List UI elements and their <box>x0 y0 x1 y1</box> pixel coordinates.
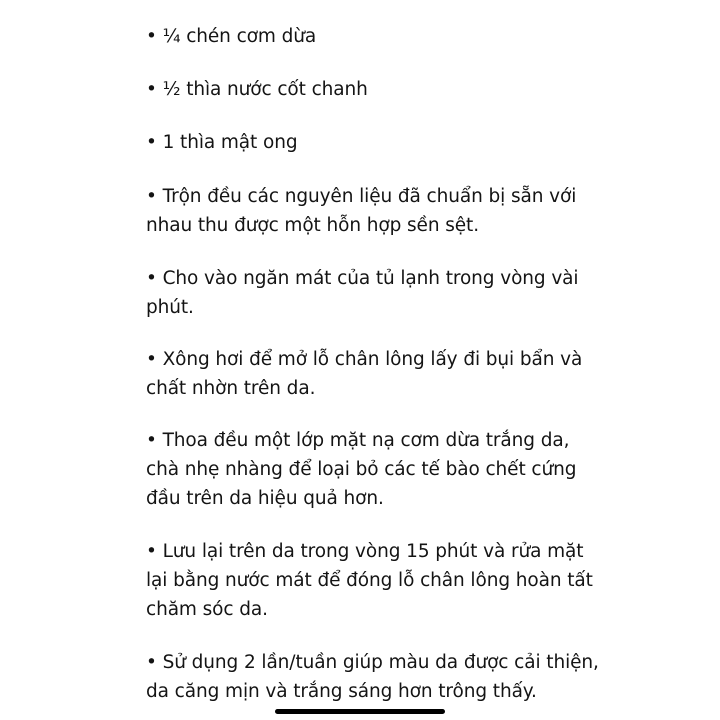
step-mix <box>146 182 586 240</box>
text-line: • Trộn đều các nguyên liệu đã chuẩn bị sẵn với <box>146 186 577 207</box>
text-line: • Xông hơi để mở lỗ chân lông lấy đi bụi bẩn và <box>146 349 583 370</box>
text-line: • Sử dụng 2 lần/tuần giúp màu da được cải thiện, <box>146 652 599 673</box>
step-rinse <box>146 537 593 624</box>
step-apply-mask <box>146 426 586 513</box>
step-refrigerate <box>146 264 586 322</box>
text-line: chăm sóc da. <box>146 599 268 620</box>
step-frequency <box>146 648 599 706</box>
text-line: • ¼ chén cơm dừa <box>146 26 317 47</box>
ingredient-honey <box>146 128 586 157</box>
text-line: nhau thu được một hỗn hợp sền sệt. <box>146 215 479 236</box>
text-line: • 1 thìa mật ong <box>146 132 298 153</box>
text-line: chất nhờn trên da. <box>146 378 316 399</box>
text-line: phút. <box>146 297 194 318</box>
text-line: da căng mịn và trắng sáng hơn trông thấy. <box>146 681 537 702</box>
home-indicator-bar[interactable] <box>275 709 445 714</box>
text-line: • Thoa đều một lớp mặt nạ cơm dừa trắng da, <box>146 430 570 451</box>
text-line: • Cho vào ngăn mát của tủ lạnh trong vòng vài <box>146 268 579 289</box>
text-line: lại bằng nước mát để đóng lỗ chân lông hoàn tất <box>146 570 593 591</box>
step-steam <box>146 345 586 403</box>
text-line: • ½ thìa nước cốt chanh <box>146 79 368 100</box>
text-line: đầu trên da hiệu quả hơn. <box>146 488 384 509</box>
ingredient-lemon-juice <box>146 75 586 104</box>
text-line: chà nhẹ nhàng để loại bỏ các tế bào chết cứng <box>146 459 577 480</box>
ingredient-coconut-rice <box>146 22 586 51</box>
text-line: • Lưu lại trên da trong vòng 15 phút và rửa mặt <box>146 541 584 562</box>
